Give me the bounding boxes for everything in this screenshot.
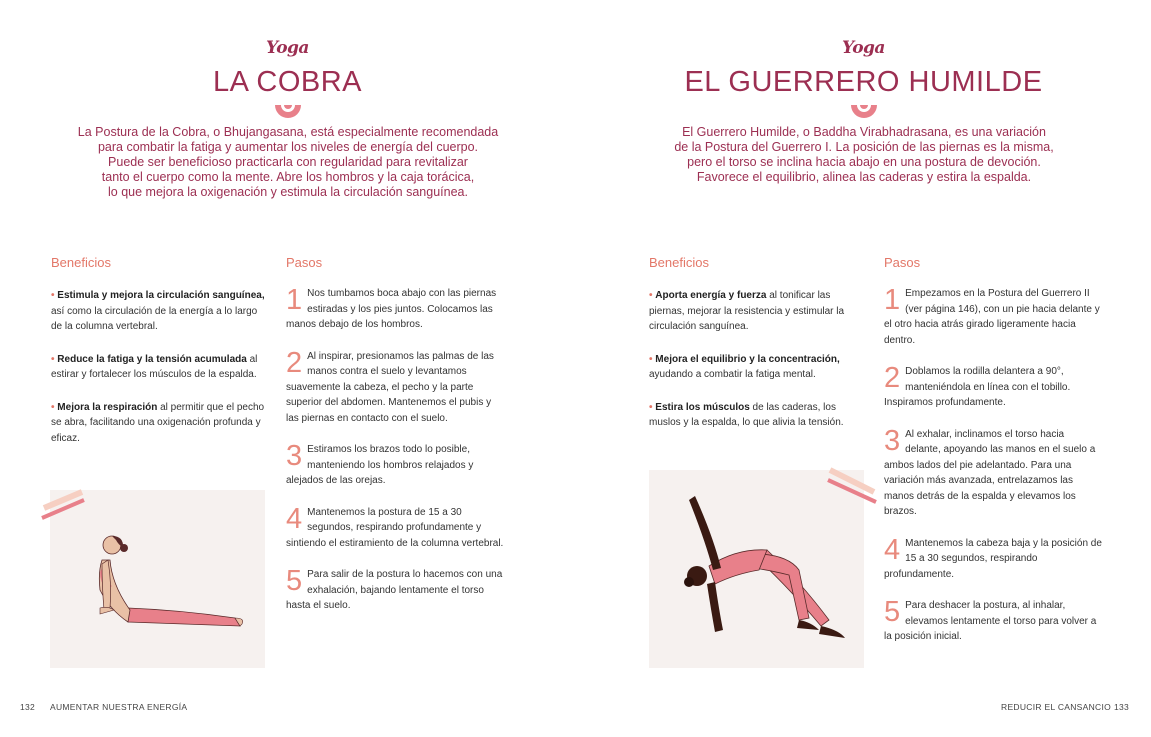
step-item bbox=[884, 598, 1102, 645]
benefits-list bbox=[649, 288, 864, 448]
right-page bbox=[576, 0, 1151, 737]
steps-list bbox=[884, 286, 1102, 661]
bullet-icon: • bbox=[51, 353, 55, 365]
steps-heading: Pasos bbox=[286, 255, 323, 270]
benefit-text: ayudando a combatir la fatiga mental. bbox=[649, 369, 816, 380]
benefit-text: al permitir que el pecho se abra, facilitando una oxigenación profunda y eficaz. bbox=[51, 401, 265, 444]
intro-line: de la Postura del Guerrero I. La posición de las piernas es la misma, bbox=[674, 140, 1054, 154]
step-item bbox=[286, 502, 504, 552]
step-number: 5 bbox=[884, 596, 901, 628]
step-item bbox=[286, 567, 504, 614]
step-text: Doblamos la rodilla delantera a 90°, manteniéndola en línea con el tobillo. Inspiramos profundamente. bbox=[884, 366, 1071, 408]
benefit-bold: Mejora la respiración bbox=[57, 401, 158, 413]
steps-list bbox=[286, 286, 504, 630]
bullet-icon: • bbox=[649, 290, 653, 301]
step-text: Para deshacer la postura, al inhalar, elevamos lentamente el torso para volver a la posición inicial. bbox=[884, 600, 1097, 642]
intro-line: para combatir la fatiga y aumentar los niveles de energía del cuerpo. bbox=[97, 140, 479, 154]
step-text: Al exhalar, inclinamos el torso hacia delante, apoyando las manos en el suelo a ambos lados del pie adelantado. Para una variación más avanzada, entrelazamos las manos detrás de la espalda y elevamos los brazos. bbox=[884, 428, 1096, 517]
footer-section-title: AUMENTAR NUESTRA ENERGÍA bbox=[50, 702, 188, 712]
step-text: Nos tumbamos boca abajo con las piernas estiradas y los pies juntos. Colocamos las manos debajo de los hombros. bbox=[286, 288, 497, 330]
page-title: LA COBRA bbox=[212, 66, 363, 98]
bullet-icon: • bbox=[51, 290, 55, 301]
step-number: 1 bbox=[286, 284, 303, 316]
step-number: 5 bbox=[286, 565, 303, 597]
intro-line: Favorece el equilibrio, alinea las caderas y estira la espalda. bbox=[696, 170, 1032, 184]
benefit-text: de las caderas, los muslos y la espalda, lo que alivia la tensión. bbox=[649, 401, 844, 428]
step-number: 1 bbox=[884, 284, 901, 316]
benefit-text: al estirar y fortalecer los músculos de la espalda. bbox=[51, 353, 258, 380]
intro-text bbox=[60, 125, 516, 200]
benefit-bold: Aporta energía y fuerza bbox=[655, 290, 767, 301]
benefit-item bbox=[51, 400, 266, 447]
benefit-item bbox=[51, 352, 266, 383]
step-text: Mantenemos la postura de 15 a 30 segundos, respirando profundamente y sintiendo el estiramiento de la columna vertebral. bbox=[286, 506, 504, 549]
half-sun-icon bbox=[849, 101, 879, 119]
page-title: EL GUERRERO HUMILDE bbox=[684, 66, 1043, 98]
decorative-stripes-icon bbox=[38, 486, 88, 524]
page-number: 132 bbox=[20, 702, 36, 712]
step-number: 2 bbox=[884, 362, 901, 394]
intro-line: La Postura de la Cobra, o Bhujangasana, está especialmente recomendada bbox=[77, 125, 499, 139]
benefit-text: al tonificar las piernas, mejorar la resistencia y estimular la circulación sanguínea. bbox=[649, 290, 845, 332]
step-number: 4 bbox=[286, 502, 303, 535]
step-item bbox=[286, 286, 504, 333]
step-item bbox=[884, 364, 1102, 411]
benefit-bold: Mejora el equilibrio y la concentración, bbox=[655, 353, 840, 365]
step-text: Al inspirar, presionamos las palmas de las manos contra el suelo y levantamos suavemente la cabeza, el pecho y la parte superior del abdomen. Mantenemos el pubis y las piernas en contacto con el suelo. bbox=[286, 350, 494, 424]
intro-line: Puede ser beneficioso practicarla con regularidad para revitalizar bbox=[108, 155, 468, 169]
benefit-item bbox=[51, 288, 266, 335]
bullet-icon: • bbox=[649, 353, 653, 365]
step-text: Para salir de la postura lo hacemos con una exhalación, bajando lentamente el torso hasta el suelo. bbox=[286, 569, 503, 611]
half-sun-icon bbox=[273, 101, 303, 119]
step-number: 3 bbox=[286, 440, 303, 472]
step-text: Estiramos los brazos todo lo posible, manteniendo los hombros relajados y alejados de las orejas. bbox=[286, 444, 474, 486]
page-number: 133 bbox=[1114, 702, 1130, 712]
brand-logo: Yoga bbox=[266, 38, 309, 58]
intro-line: tanto el cuerpo como la mente. Abre los hombros y la caja torácica, bbox=[101, 170, 475, 184]
step-number: 4 bbox=[884, 533, 901, 566]
step-item bbox=[884, 286, 1102, 348]
steps-heading: Pasos bbox=[884, 255, 921, 270]
intro-line: El Guerrero Humilde, o Baddha Virabhadrasana, es una variación bbox=[682, 125, 1046, 139]
bullet-icon: • bbox=[649, 401, 653, 413]
step-number: 3 bbox=[884, 424, 901, 457]
decorative-stripes-icon bbox=[824, 462, 880, 506]
step-number: 2 bbox=[286, 346, 303, 379]
benefits-heading: Beneficios bbox=[649, 255, 709, 270]
step-item bbox=[884, 424, 1102, 520]
benefits-heading: Beneficios bbox=[51, 255, 111, 270]
intro-line: pero el torso se inclina hacia abajo en una postura de devoción. bbox=[687, 155, 1041, 169]
benefit-bold: Estira los músculos bbox=[655, 401, 750, 413]
benefit-bold: Reduce la fatiga y la tensión acumulada bbox=[57, 353, 247, 365]
left-page bbox=[0, 0, 575, 737]
benefit-item bbox=[649, 400, 864, 431]
intro-line: lo que mejora la oxigenación y estimula la circulación sanguínea. bbox=[108, 185, 468, 199]
step-item bbox=[884, 533, 1102, 583]
benefits-list bbox=[51, 288, 266, 463]
brand-logo: Yoga bbox=[842, 38, 885, 58]
step-text: Mantenemos la cabeza baja y la posición de 15 a 30 segundos, respirando profundamente. bbox=[884, 537, 1102, 580]
benefit-bold: Estimula y mejora la circulación sanguínea, bbox=[57, 290, 265, 301]
step-item bbox=[286, 346, 504, 427]
step-text: Empezamos en la Postura del Guerrero II (ver página 146), con un pie hacia delante y el otro hacia atrás girado ligeramente hacia dentro. bbox=[884, 288, 1100, 346]
bullet-icon: • bbox=[51, 401, 55, 413]
benefit-item bbox=[649, 352, 864, 383]
step-item bbox=[286, 442, 504, 489]
intro-text bbox=[636, 125, 1092, 185]
benefit-item bbox=[649, 288, 864, 335]
footer-section-title: REDUCIR EL CANSANCIO bbox=[1001, 702, 1112, 712]
benefit-text: así como la circulación de la energía a lo largo de la columna vertebral. bbox=[51, 305, 258, 332]
